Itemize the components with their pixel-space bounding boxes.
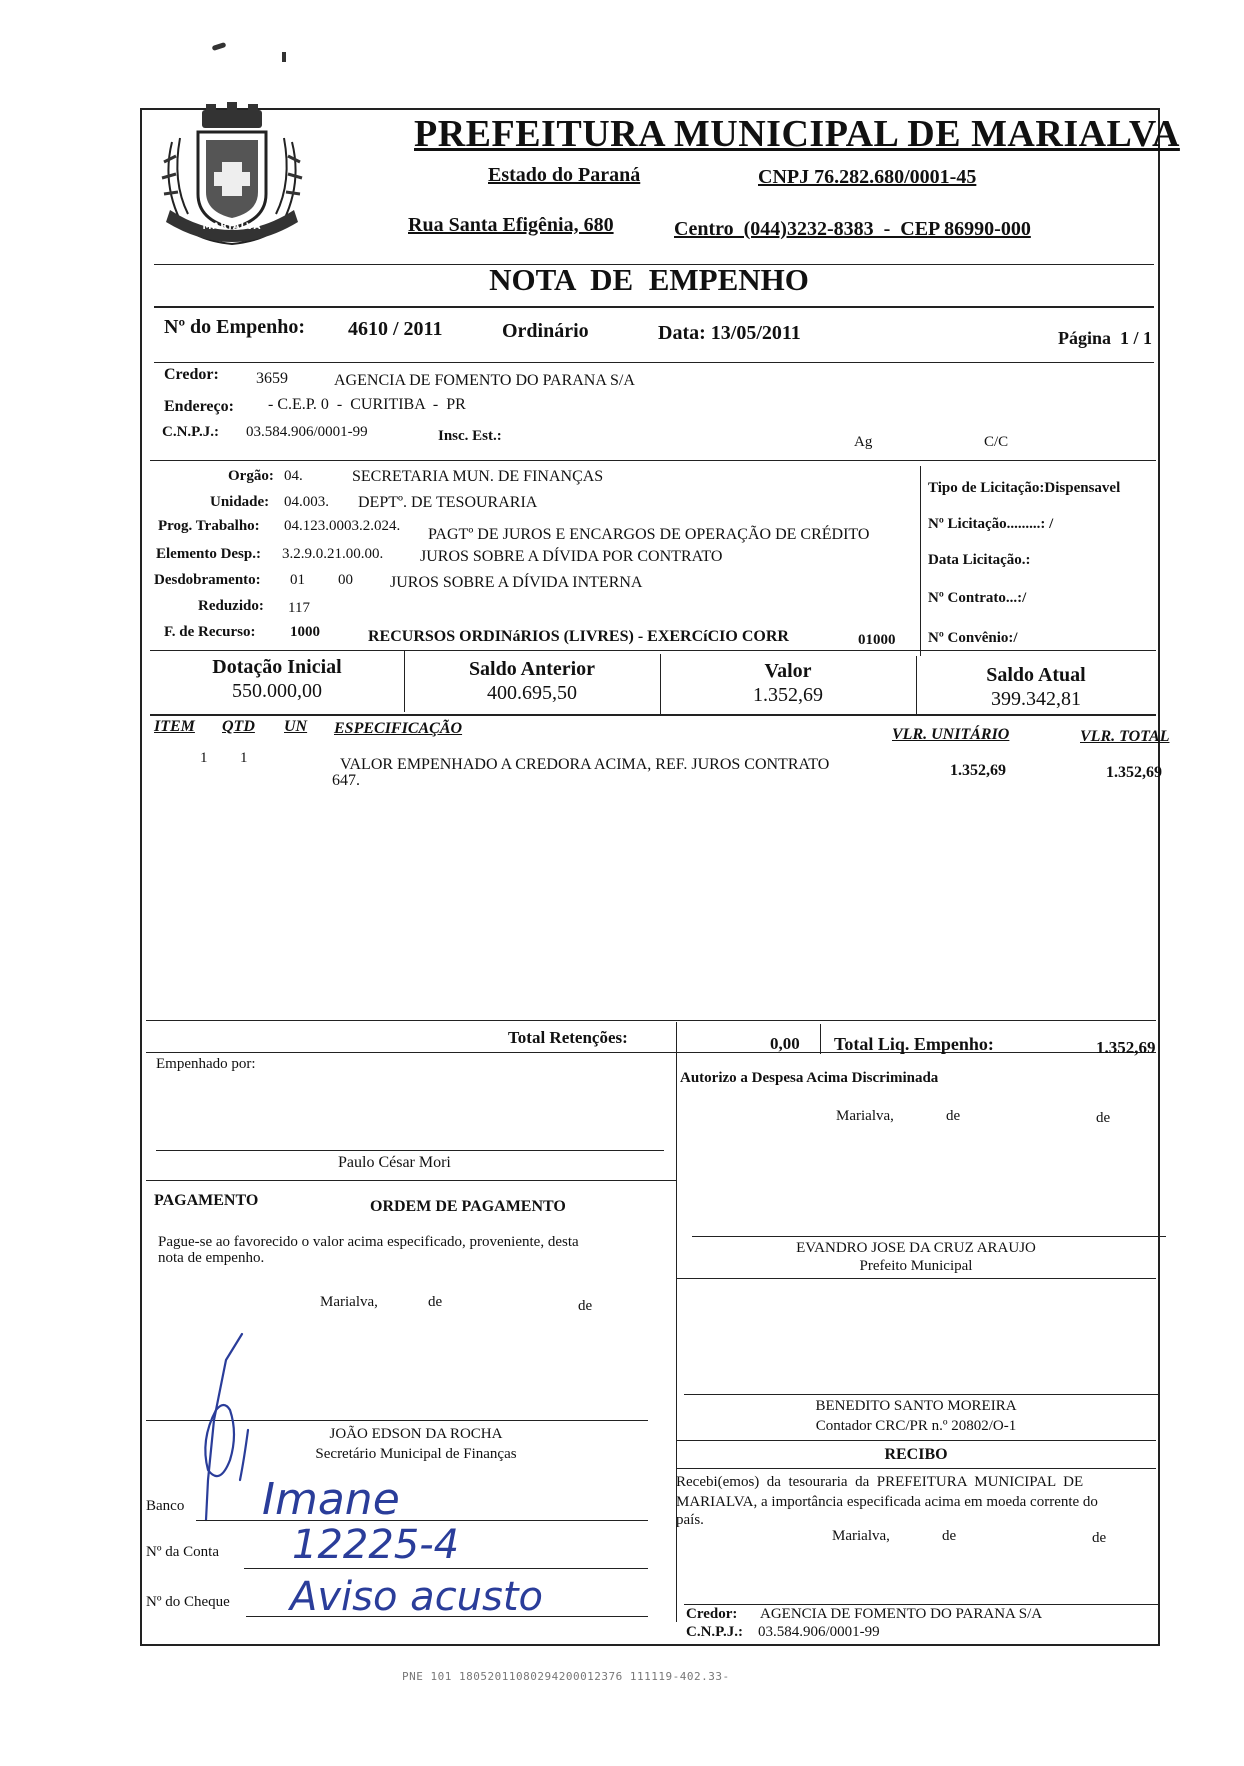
elemento-desc: JUROS SOBRE A DÍVIDA POR CONTRATO <box>420 548 723 565</box>
empenhado-por-name: Paulo César Mori <box>338 1154 451 1171</box>
reduzido-value: 117 <box>288 600 310 616</box>
item-unit-value: 1.352,69 <box>950 762 1006 779</box>
desdobramento-label: Desdobramento: <box>154 572 261 588</box>
column-header-especificacao: ESPECIFICAÇÃO <box>334 720 463 737</box>
column-header-unit-value: VLR. UNITÁRIO <box>892 726 1010 743</box>
divider <box>150 460 1156 461</box>
recibo-line2: MARIALVA, a importância especificada acima em moeda corrente do <box>676 1494 1098 1510</box>
prog-code: 04.123.0003.2.024. <box>284 518 401 534</box>
total-retencoes-value: 0,00 <box>770 1034 800 1053</box>
page-number: Página 1 / 1 <box>1058 328 1153 348</box>
item-spec-line2: 647. <box>332 772 360 789</box>
cheque-handwritten: Aviso acusto <box>290 1574 544 1620</box>
unidade-code: 04.003. <box>284 494 329 510</box>
secretario-title: Secretário Municipal de Finanças <box>315 1446 517 1462</box>
empenho-label: Nº do Empenho: <box>164 316 306 338</box>
orgao-code: 04. <box>284 468 303 484</box>
address-label: Endereço: <box>164 398 234 415</box>
item-total-value: 1.352,69 <box>1106 764 1162 781</box>
conta-label: Nº da Conta <box>146 1544 219 1560</box>
credor-cnpj: 03.584.906/0001-99 <box>246 424 368 440</box>
item-qtd: 1 <box>240 750 248 766</box>
cnpj-label: C.N.P.J.: <box>162 424 219 440</box>
recibo-line3: país. <box>676 1512 704 1528</box>
header-state: Estado do Paraná <box>488 164 641 186</box>
recibo-title: RECIBO <box>884 1446 948 1463</box>
empenhado-por-label: Empenhado por: <box>156 1056 256 1072</box>
seal-banner-text: MARIALVA <box>202 222 262 232</box>
autorizo-de-1: de <box>946 1108 961 1124</box>
credor-code: 3659 <box>256 370 288 387</box>
valor-label: Valor <box>764 660 812 682</box>
divider <box>920 466 921 656</box>
dotacao-label: Dotação Inicial <box>212 656 342 678</box>
divider <box>676 1440 1156 1441</box>
signature-line <box>684 1604 1158 1605</box>
cc-label: C/C <box>984 434 1009 450</box>
item-number: 1 <box>200 750 208 766</box>
prog-label: Prog. Trabalho: <box>158 518 260 534</box>
column-header-un: UN <box>284 718 308 735</box>
valor-value: 1.352,69 <box>753 684 823 706</box>
tipo-licitacao: Tipo de Licitação:Dispensavel <box>928 480 1121 496</box>
recibo-de-1: de <box>942 1528 957 1544</box>
pagamento-label: PAGAMENTO <box>154 1192 259 1209</box>
ag-label: Ag <box>854 434 873 450</box>
numero-licitacao: Nº Licitação.........: / <box>928 516 1054 532</box>
divider <box>676 1278 1156 1279</box>
total-liquido-value: 1.352,69 <box>1096 1038 1156 1057</box>
recibo-credor-label: Credor: <box>686 1606 738 1622</box>
divider <box>146 1020 1156 1021</box>
insc-label: Insc. Est.: <box>438 428 502 444</box>
dotacao-value: 550.000,00 <box>232 680 322 702</box>
recibo-cnpj-label: C.N.P.J.: <box>686 1624 743 1640</box>
cheque-label: Nº do Cheque <box>146 1594 230 1610</box>
header-contact: Centro (044)3232-8383 - CEP 86990-000 <box>674 218 1031 240</box>
contador-name: BENEDITO SANTO MOREIRA <box>815 1398 1017 1414</box>
empenho-date: Data: 13/05/2011 <box>658 322 801 344</box>
ordem-pagamento-label: ORDEM DE PAGAMENTO <box>370 1198 566 1215</box>
credor-name: AGENCIA DE FOMENTO DO PARANA S/A <box>334 372 635 389</box>
data-licitacao: Data Licitação.: <box>928 552 1031 568</box>
numero-contrato: Nº Contrato...:/ <box>928 590 1027 606</box>
pagamento-city: Marialva, <box>320 1294 378 1310</box>
banco-handwritten: Imane <box>262 1474 400 1525</box>
pagamento-text-line2: nota de empenho. <box>158 1250 265 1266</box>
divider <box>676 1022 677 1622</box>
desdobramento-code1: 01 <box>290 572 305 588</box>
autorizo-city: Marialva, <box>836 1108 894 1124</box>
elemento-code: 3.2.9.0.21.00.00. <box>282 546 384 562</box>
conta-handwritten: 12225-4 <box>292 1522 460 1568</box>
recurso-code: 1000 <box>290 624 320 640</box>
divider <box>150 714 1156 716</box>
footer-code: PNE 101 18052011080294200012376 111119-402.33- <box>402 1670 730 1683</box>
orgao-desc: SECRETARIA MUN. DE FINANÇAS <box>352 468 604 485</box>
secretario-name: JOÃO EDSON DA ROCHA <box>329 1426 503 1442</box>
divider <box>676 1468 1156 1469</box>
header-title: PREFEITURA MUNICIPAL DE MARIALVA <box>414 113 1180 155</box>
total-liquido-label: Total Liq. Empenho: <box>834 1034 994 1054</box>
divider <box>154 306 1154 308</box>
signature-line <box>684 1394 1158 1395</box>
scan-mark <box>212 42 227 51</box>
autorizo-label: Autorizo a Despesa Acima Discriminada <box>680 1070 939 1086</box>
credor-label: Credor: <box>164 366 219 383</box>
recurso-code2: 01000 <box>858 632 896 648</box>
reduzido-label: Reduzido: <box>198 598 264 614</box>
divider <box>150 650 1156 651</box>
recibo-credor-name: AGENCIA DE FOMENTO DO PARANA S/A <box>760 1606 1043 1622</box>
desdobramento-code2: 00 <box>338 572 353 588</box>
saldo-anterior-value: 400.695,50 <box>487 682 577 704</box>
elemento-label: Elemento Desp.: <box>156 546 261 562</box>
city-seal <box>152 102 312 252</box>
autorizo-de-2: de <box>1096 1110 1111 1126</box>
pagamento-de-2: de <box>578 1298 593 1314</box>
recibo-de-2: de <box>1092 1530 1107 1546</box>
saldo-anterior-label: Saldo Anterior <box>468 658 596 680</box>
contador-title: Contador CRC/PR n.º 20802/O-1 <box>815 1418 1017 1434</box>
numero-convenio: Nº Convênio:/ <box>928 630 1018 646</box>
prefeito-name: EVANDRO JOSE DA CRUZ ARAUJO <box>796 1240 1036 1256</box>
recibo-cnpj-value: 03.584.906/0001-99 <box>758 1624 880 1640</box>
prefeito-title: Prefeito Municipal <box>859 1258 973 1274</box>
column-header-qtd: QTD <box>222 718 255 735</box>
column-header-item: ITEM <box>154 718 195 735</box>
total-retencoes-label: Total Retenções: <box>508 1028 628 1047</box>
saldo-atual-label: Saldo Atual <box>986 664 1086 686</box>
pagamento-text-line1: Pague-se ao favorecido o valor acima especificado, proveniente, desta <box>158 1234 579 1250</box>
item-spec-line1: VALOR EMPENHADO A CREDORA ACIMA, REF. JUROS CONTRATO <box>340 756 830 773</box>
recurso-desc: RECURSOS ORDINáRIOS (LIVRES) - EXERCíCIO CORR <box>368 628 789 645</box>
unidade-label: Unidade: <box>210 494 270 510</box>
divider <box>146 1052 1156 1053</box>
recurso-label: F. de Recurso: <box>164 624 256 640</box>
divider <box>820 1024 821 1054</box>
saldo-atual-value: 399.342,81 <box>991 688 1081 710</box>
header-cnpj: CNPJ 76.282.680/0001-45 <box>758 166 977 188</box>
header-street: Rua Santa Efigênia, 680 <box>408 214 614 236</box>
unidade-desc: DEPTº. DE TESOURARIA <box>358 494 538 511</box>
pagamento-de-1: de <box>428 1294 443 1310</box>
scan-mark <box>282 52 286 62</box>
orgao-label: Orgão: <box>228 468 274 484</box>
empenho-number: 4610 / 2011 <box>348 318 443 340</box>
desdobramento-desc: JUROS SOBRE A DÍVIDA INTERNA <box>390 574 643 591</box>
prog-desc: PAGTº DE JUROS E ENCARGOS DE OPERAÇÃO DE CRÉDITO <box>428 526 870 543</box>
column-header-total-value: VLR. TOTAL <box>1080 728 1170 745</box>
divider <box>146 1180 676 1181</box>
recibo-line1: Recebi(emos) da tesouraria da PREFEITURA MUNICIPAL DE <box>676 1474 1084 1490</box>
address-value: - C.E.P. 0 - CURITIBA - PR <box>268 396 466 413</box>
signature-line <box>692 1236 1166 1237</box>
conta-line <box>244 1568 648 1569</box>
divider <box>154 362 1154 363</box>
signature-line <box>156 1150 664 1151</box>
recibo-city: Marialva, <box>832 1528 890 1544</box>
banco-label: Banco <box>146 1498 185 1514</box>
empenho-type: Ordinário <box>502 320 589 342</box>
document-title: NOTA DE EMPENHO <box>489 262 809 297</box>
